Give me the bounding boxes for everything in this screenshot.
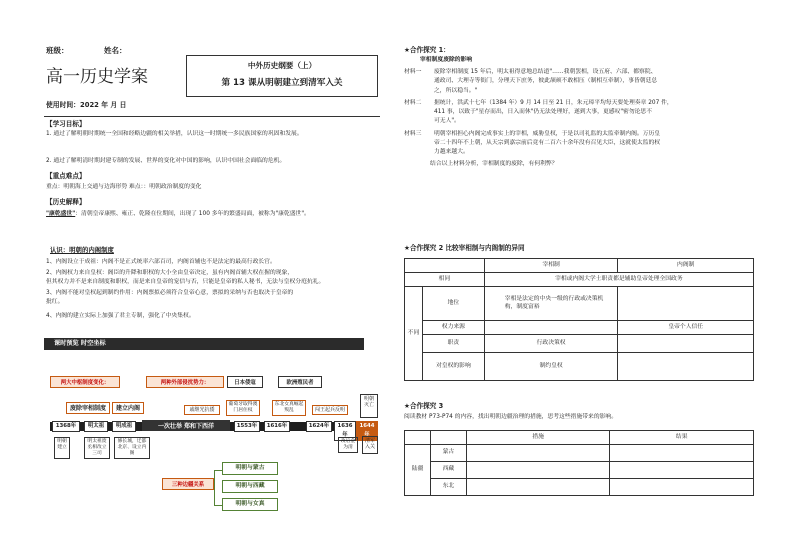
cell-a [484,321,618,335]
material-line: 明朝宰相担心内阁完成事实上的宰相，威胁皇权，于是以司礼监的太监牵制内阁。万历皇 [434,130,661,137]
cabinet-item: 但其权力并不是来自制度和职权，而是来自皇帝的宠信与否，只能是皇帝的私人秘书，无法与皇权分庭抗礼。 [46,278,325,285]
year-1636: 1636年 [334,421,356,441]
ming-end-box: 明朝灭亡 [360,394,378,418]
lesson-title-box [186,55,378,97]
below-box-4: 改后金为清 [338,437,358,453]
inquiry1-heading: ★合作探究 1： [404,46,450,54]
cabinet-box: 建立内阁 [112,402,144,414]
result-cell[interactable] [610,445,754,462]
col-cabinet-header: 宰相制 [484,259,618,273]
history-note-text: ：清朝皇帝康熙、雍正、乾隆在位期间，出现了 100 多年的繁盛局面，被称为"康乾盛世"。 [75,211,310,217]
material-line: 废除宰相制度 15 年后，明太祖得意地总结道"……我朝罢相，设五府、六部、都察院、 [434,69,657,75]
history-note-heading: 【历史解释】 [46,198,86,206]
material-line: 力越来越大。 [434,149,469,156]
material-line: 411 事，以致于"星存而出，日入而休"仍无法处理好，遂到大事，更感叹"密勿论思不 [434,109,653,116]
keypoints-text: 重点：明朝海上交通与边海形势 难点：：明朝政治制度的变化 [46,184,202,190]
timeline-banner-text: 课时预览 时空坐标 [54,340,106,347]
material-label: 材料三 [404,130,422,137]
measure-cell[interactable] [466,445,610,462]
name-label: 姓名： [104,46,127,55]
year-1616: 1616年 [264,421,290,432]
goals-heading: 【学习目标】 [46,120,86,128]
zhenghe-box: 一次壮举 郑和下西洋 [142,420,230,431]
cell-b [618,287,754,321]
relations-bracket [214,470,222,506]
cabinet-item: 1、内阁设立于成祖：内阁不是正式统率六部百司，内阁首辅也不是法定的最高行政长官。 [46,259,276,265]
li-zicheng-box: 闯王起兵反明 [312,405,348,415]
material-2 [404,99,754,127]
year-1553: 1553年 [234,421,260,432]
region-label: 西藏 [430,462,466,479]
inquiry1-question: 结合以上材料分析，宰相制度的废除，有何利弊？ [430,161,558,168]
same-label: 相同 [405,273,485,287]
col-result-header: 结果 [610,431,754,445]
col-measure-header: 措施 [466,431,610,445]
book-title: 中外历史纲要（上） [247,61,317,70]
class-label: 班级： [46,46,69,55]
frontier-table [404,430,754,496]
relation-mongol: 明朝与蒙古 [222,462,278,475]
cell-a: 制约皇权 [484,353,618,381]
cabinet-item: 2、内阁权力来自皇权：阁臣的升降和职权的大小全由皇帝决定，虽有内阁首辅大权在握的现象， [46,269,294,276]
europe-label: 欧洲殖民者 [278,376,322,388]
same-text: 宰相或内阁大学士职责都是辅助皇帝处理全国政务 [484,273,753,287]
measure-cell[interactable] [466,479,610,496]
date-line: 使用时间：2022 年 月 日 [46,101,127,109]
history-note [46,210,380,219]
qijiguang-box: 戚继光抗倭 [184,405,220,415]
japan-label: 日本倭寇 [227,376,263,388]
year-chengzu: 明成祖 [112,421,136,432]
keypoints-heading: 【重点难点】 [46,172,86,180]
cell-a: 行政决策权 [484,335,618,353]
group-label: 陆疆 [405,445,431,496]
year-1624: 1624年 [306,421,332,432]
inquiry2-heading: ★合作探究 2 比较宰相制与内阁制的异同 [404,244,525,252]
history-term: "康乾盛世" [46,211,76,217]
cabinet-item: 4、内阁的建立实际上加强了君主专制，强化了中央集权。 [46,312,195,319]
result-cell[interactable] [610,462,754,479]
material-line: 之，所以稳当。" [434,87,478,94]
east-plain-box: 东北女真崛起叛乱 [272,400,306,416]
material-label: 材料二 [404,99,422,106]
below-box-2: 明太祖废丞相改立三司 [84,437,110,459]
below-box-3: 修长城，迁都北京、设立内阁 [114,437,150,459]
main-title: 高一历史学案 [46,67,148,87]
relation-jurchen: 明朝与女真 [222,498,278,511]
qing-entry-box: 清军入关 [362,436,378,454]
material-line: 通政司、大理寺等衙门，分理天下庶务，彼此颉颃不敢相压（制相互牵制），事皆朝廷总 [434,78,658,85]
result-cell[interactable] [610,479,754,496]
year-1368: 1368年 [52,421,80,432]
compare-table [404,258,754,381]
materials-block [404,68,754,170]
inquiry1-subheading: 宰相制度废除的影响 [420,57,473,63]
timeline-graphic [50,374,380,514]
year-taizu: 明太祖 [84,421,108,432]
cat-right-label: 两种外部侵扰势力： [146,376,224,388]
goal-item-1: 1. 通过了解明朝时期统一全国和经略边疆的相关举措，认识这一时期统一多民族国家的巩固和发展。 [46,131,303,137]
cell-a: 宰相是法定的中央一级的行政或决策机构，制度富裕 [484,287,618,321]
row-label: 对皇权的影响 [422,353,484,381]
cell-b: 皇帝个人信任 [618,321,754,335]
relation-tibet: 明朝与西藏 [222,480,278,493]
header-divider [44,116,380,117]
region-label: 蒙古 [430,445,466,462]
material-line: 可无人"。 [434,118,460,125]
region-label: 东北 [430,479,466,496]
abolish-box: 废除宰相制度 [66,402,110,414]
diff-label: 不同 [405,287,423,381]
cabinet-heading: 认识：明朝的内阁制度 [50,246,114,254]
cabinet-item: 3、内阁不能对皇权起到制约作用：内阁票拟必须符合皇帝心意，票拟的采纳与否也取决于皇帝的 [46,289,294,296]
material-line: 帝二十四年不上朝，从天宗到嘉宗前后竟有二百六十余年没有召见大臣，这就使太监的权 [434,139,661,146]
cat-left-label: 两大中枢制度变化： [50,376,120,388]
material-1 [404,68,754,96]
cabinet-list [46,258,384,321]
year-1644: 1644年 [356,421,378,441]
row-label: 职责 [422,335,484,353]
goal-item-2: 2. 通过了解明清时期封建专制的发展、世界的变化对中国的影响，认识中国社会面临的危机。 [46,158,286,164]
cabinet-item: 批红。 [46,298,64,305]
material-line: 据统计，洪武十七年（1384 年）9 月 14 日至 21 日，朱元璋平均每天要处理奏章 207 件， [434,99,673,106]
measure-cell[interactable] [466,462,610,479]
timeline-banner [44,338,364,350]
inquiry3-prompt: 阅读教材 P73-P74 的内容，找出明朝边疆治理的措施，思考这些措施带来的影响。 [404,414,618,420]
material-label: 材料一 [404,69,422,75]
cell-b [618,353,754,381]
below-box-1: 明朝建立 [54,437,70,459]
lesson-title: 第 13 课从明朝建立到清军入关 [221,78,343,89]
macau-box: 葡萄牙取得澳门居住权 [226,400,260,416]
col-neige-header: 内阁制 [618,259,754,273]
three-relations-label: 三种边疆关系 [162,478,214,490]
cell-b [618,335,754,353]
row-label: 地位 [422,287,484,321]
row-label: 权力来源 [422,321,484,335]
material-3 [404,130,754,158]
inquiry3-heading: ★合作探究 3 [404,402,444,410]
